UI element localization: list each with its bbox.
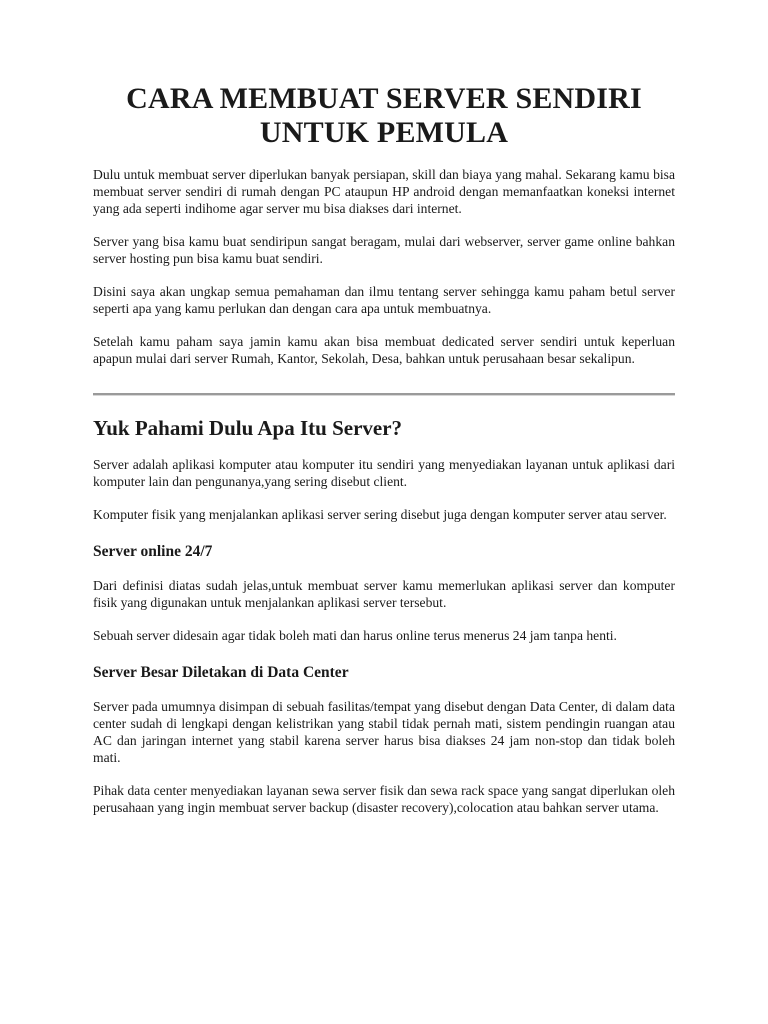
horizontal-divider <box>93 393 675 396</box>
document-title-line-1: CARA MEMBUAT SERVER SENDIRI <box>126 82 642 115</box>
subsection1-paragraph-2: Sebuah server didesain agar tidak boleh mati dan harus online terus menerus 24 jam tanpa henti. <box>93 628 617 643</box>
document-title-line-2: UNTUK PEMULA <box>259 116 509 149</box>
subsection1-paragraph-1: Dari definisi diatas sudah jelas,untuk membuat server kamu memerlukan aplikasi server dan komputer fisik yang digunakan untuk menjalankan aplikasi server tersebut. <box>93 578 675 610</box>
intro-paragraph-3: Disini saya akan ungkap semua pemahaman dan ilmu tentang server sehingga kamu paham betul server seperti apa yang kamu perlukan dan dengan cara apa untuk membuatnya. <box>93 284 675 316</box>
section-heading-what-is-server: Yuk Pahami Dulu Apa Itu Server? <box>93 416 403 440</box>
intro-paragraph-1: Dulu untuk membuat server diperlukan banyak persiapan, skill dan biaya yang mahal. Sekarang kamu bisa membuat server sendiri di rumah dengan PC ataupun HP android dengan memanfaatkan koneksi internet yang ada seperti indihome agar server mu bisa diakses dari internet. <box>93 167 675 216</box>
subheading-server-online: Server online 24/7 <box>93 543 213 560</box>
intro-paragraph-2: Server yang bisa kamu buat sendiripun sangat beragam, mulai dari webserver, server game online bahkan server hosting pun bisa kamu buat sendiri. <box>93 234 675 266</box>
section1-paragraph-1: Server adalah aplikasi komputer atau komputer itu sendiri yang menyediakan layanan untuk aplikasi dari komputer lain dan pengunanya,yang sering disebut client. <box>93 457 675 489</box>
intro-paragraph-4: Setelah kamu paham saya jamin kamu akan bisa membuat dedicated server sendiri untuk keperluan apapun mulai dari server Rumah, Kantor, Sekolah, Desa, bahkan untuk perusahaan besar sekalipun. <box>93 334 675 366</box>
document-title <box>93 82 675 150</box>
subheading-data-center: Server Besar Diletakan di Data Center <box>93 664 349 681</box>
document-page <box>93 82 675 816</box>
section1-paragraph-2: Komputer fisik yang menjalankan aplikasi server sering disebut juga dengan komputer server atau server. <box>93 507 667 522</box>
subsection2-paragraph-1: Server pada umumnya disimpan di sebuah fasilitas/tempat yang disebut dengan Data Center, di dalam data center sudah di lengkapi dengan kelistrikan yang stabil tidak pernah mati, sistem pendingin ruangan atau AC dan jaringan internet yang stabil karena server harus bisa diakses 24 jam non-stop dan tidak boleh mati. <box>93 699 675 765</box>
subsection2-paragraph-2: Pihak data center menyediakan layanan sewa server fisik dan sewa rack space yang sangat diperlukan oleh perusahaan yang ingin membuat server backup (disaster recovery),colocation atau bahkan server utama. <box>93 783 675 815</box>
